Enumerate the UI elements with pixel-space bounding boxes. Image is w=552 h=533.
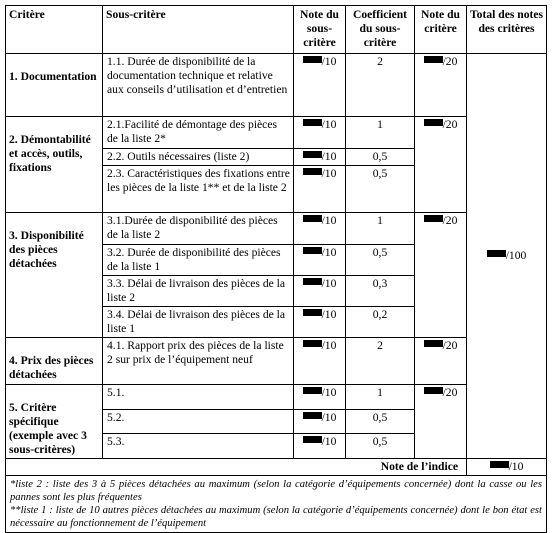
note-value: /10 bbox=[321, 214, 337, 227]
sub-criterion-text: 1.1. Durée de disponibilité de la documentation technique et relative aux conseils d’utilisation et d’entretien bbox=[103, 54, 294, 117]
redaction-block bbox=[303, 56, 322, 63]
criterion-note bbox=[415, 338, 467, 385]
header-note-critere: Note du critère bbox=[415, 6, 467, 54]
criterion-note bbox=[415, 117, 467, 213]
sub-criterion-coefficient: 1 bbox=[346, 117, 415, 149]
note-value: /10 bbox=[321, 167, 337, 180]
sub-criterion-text: 2.3. Caractéristiques des fixations entre les pièces de la liste 1** et de la liste 2 bbox=[103, 166, 294, 213]
sub-criterion-text: 3.4. Délai de livraison des pièces de la liste 1 bbox=[103, 307, 294, 338]
redaction-block bbox=[490, 461, 509, 468]
sub-criterion-text: 3.2. Durée de disponibilité des pièces de la liste 1 bbox=[103, 245, 294, 276]
header-sous-critere: Sous-critère bbox=[103, 6, 294, 54]
criterion-label: 4. Prix des pièces détachées bbox=[6, 338, 103, 385]
index-row bbox=[6, 459, 547, 476]
sub-criterion-note bbox=[294, 338, 346, 385]
sub-criterion-text: 3.3. Délai de livraison des pièces de la liste 2 bbox=[103, 276, 294, 307]
note-value: /10 bbox=[321, 277, 337, 290]
sub-criterion-coefficient: 0,5 bbox=[346, 245, 415, 276]
note-value: /20 bbox=[442, 214, 458, 227]
note-value: /20 bbox=[442, 118, 458, 131]
sub-criterion-text: 3.1.Durée de disponibilité des pièces de la liste 2 bbox=[103, 213, 294, 245]
table-row bbox=[6, 385, 547, 410]
note-value: /10 bbox=[321, 55, 337, 68]
note-value: /10 bbox=[321, 308, 337, 321]
criterion-label: 2. Démontabilité et accès, outils, fixations bbox=[6, 117, 103, 213]
sub-criterion-note bbox=[294, 213, 346, 245]
sub-criterion-coefficient: 0,3 bbox=[346, 276, 415, 307]
sub-criterion-text: 5.1. bbox=[103, 385, 294, 410]
table-row bbox=[6, 117, 547, 149]
sub-criterion-text: 4.1. Rapport prix des pièces de la liste 2 sur prix de l’équipement neuf bbox=[103, 338, 294, 385]
criterion-label: 5. Critère spécifique (exemple avec 3 sous-critères) bbox=[6, 385, 103, 459]
sub-criterion-note bbox=[294, 276, 346, 307]
criterion-note bbox=[415, 213, 467, 338]
sub-criterion-coefficient: 0,2 bbox=[346, 307, 415, 338]
sub-criterion-note bbox=[294, 434, 346, 459]
redaction-block bbox=[303, 309, 322, 316]
header-critere: Critère bbox=[6, 6, 103, 54]
note-value: /10 bbox=[508, 460, 524, 473]
sub-criterion-note bbox=[294, 409, 346, 434]
note-value: /20 bbox=[442, 386, 458, 399]
note-value: /100 bbox=[505, 249, 527, 262]
note-value: /10 bbox=[321, 435, 337, 449]
sub-criterion-coefficient: 2 bbox=[346, 54, 415, 117]
note-value: /10 bbox=[321, 246, 337, 259]
sub-criterion-coefficient: 1 bbox=[346, 385, 415, 410]
redaction-block bbox=[303, 151, 322, 158]
redaction-block bbox=[303, 340, 322, 347]
criterion-note bbox=[415, 54, 467, 117]
index-label: Note de l’indice bbox=[6, 459, 467, 476]
footnote: *liste 2 : liste des 3 à 5 pièces détachées au maximum (selon la catégorie d’équipements concernée) dont la casse ou les pannes sont les plus fréquentes bbox=[10, 479, 542, 503]
sub-criterion-coefficient: 1 bbox=[346, 213, 415, 245]
repairability-table bbox=[5, 5, 547, 533]
note-value: /10 bbox=[321, 150, 337, 163]
sub-criterion-coefficient: 0,5 bbox=[346, 149, 415, 166]
criterion-label: 3. Disponibilité des pièces détachées bbox=[6, 213, 103, 338]
sub-criterion-note bbox=[294, 117, 346, 149]
table-row bbox=[6, 213, 547, 245]
redaction-block bbox=[424, 119, 443, 126]
footnotes bbox=[6, 476, 547, 533]
sub-criterion-note bbox=[294, 245, 346, 276]
redaction-block bbox=[424, 56, 443, 63]
sub-criterion-text: 5.3. bbox=[103, 434, 294, 459]
note-value: /10 bbox=[321, 118, 337, 131]
redaction-block bbox=[303, 247, 322, 254]
sub-criterion-coefficient: 0,5 bbox=[346, 409, 415, 434]
sub-criterion-coefficient: 0,5 bbox=[346, 166, 415, 213]
sub-criterion-note bbox=[294, 307, 346, 338]
redaction-block bbox=[303, 412, 322, 419]
sub-criterion-text: 2.1.Facilité de démontage des pièces de la liste 2* bbox=[103, 117, 294, 149]
sub-criterion-note bbox=[294, 54, 346, 117]
redaction-block bbox=[303, 119, 322, 126]
footnotes-row bbox=[6, 476, 547, 533]
redaction-block bbox=[487, 250, 506, 257]
criterion-label: 1. Documentation bbox=[6, 54, 103, 117]
table-row bbox=[6, 338, 547, 385]
sub-criterion-coefficient: 0,5 bbox=[346, 434, 415, 459]
note-value: /10 bbox=[321, 386, 337, 399]
table-row bbox=[6, 54, 547, 117]
redaction-block bbox=[303, 168, 322, 175]
header-coefficient: Coefficient du sous-critère bbox=[346, 6, 415, 54]
redaction-block bbox=[303, 387, 322, 394]
sub-criterion-note bbox=[294, 166, 346, 213]
total-note bbox=[467, 54, 547, 459]
redaction-block bbox=[424, 387, 443, 394]
header-total: Total des notes des critères bbox=[467, 6, 547, 54]
sub-criterion-note bbox=[294, 385, 346, 410]
note-value: /20 bbox=[442, 55, 458, 68]
redaction-block bbox=[424, 340, 443, 347]
redaction-block bbox=[303, 436, 322, 443]
sub-criterion-coefficient: 2 bbox=[346, 338, 415, 385]
redaction-block bbox=[303, 278, 322, 285]
footnote: **liste 1 : liste de 10 autres pièces détachées au maximum (selon la catégorie d’équipements concernée) dont le bon état est nécessaire au fonctionnement de l’équipement bbox=[10, 505, 542, 529]
sub-criterion-note bbox=[294, 149, 346, 166]
index-note bbox=[467, 459, 547, 476]
criterion-note bbox=[415, 385, 467, 459]
header-note-sous-critere: Note du sous-critère bbox=[294, 6, 346, 54]
redaction-block bbox=[303, 215, 322, 222]
note-value: /20 bbox=[442, 339, 458, 352]
note-value: /10 bbox=[321, 339, 337, 352]
sub-criterion-text: 5.2. bbox=[103, 409, 294, 434]
redaction-block bbox=[424, 215, 443, 222]
note-value: /10 bbox=[321, 410, 337, 424]
sub-criterion-text: 2.2. Outils nécessaires (liste 2) bbox=[103, 149, 294, 166]
header-row bbox=[6, 6, 547, 54]
